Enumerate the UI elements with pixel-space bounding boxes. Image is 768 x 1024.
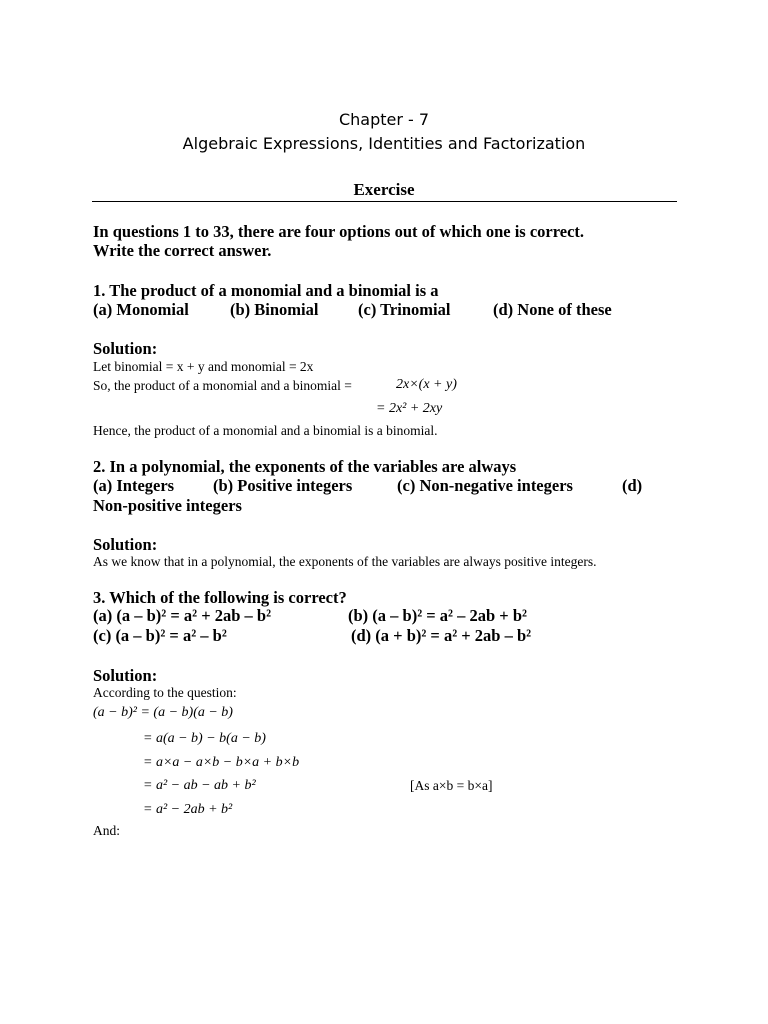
q1-option-d: (d) None of these — [493, 300, 612, 319]
q1-solution-line-2: So, the product of a monomial and a binomial = — [93, 378, 352, 393]
q3-question: 3. Which of the following is correct? — [93, 588, 347, 607]
q2-question: 2. In a polynomial, the exponents of the variables are always — [93, 457, 517, 476]
intro-line-2: Write the correct answer. — [93, 241, 272, 260]
q3-step-3: = a×a − a×b − b×a + b×b — [143, 755, 300, 770]
q1-option-c: (c) Trinomial — [358, 300, 451, 319]
q2-option-b: (b) Positive integers — [213, 476, 353, 495]
divider — [92, 201, 677, 202]
q2-solution-line: As we know that in a polynomial, the exponents of the variables are always positive integers. — [93, 554, 597, 569]
q3-step-2: = a(a − b) − b(a − b) — [143, 731, 266, 746]
q2-option-d-text: Non-positive integers — [93, 496, 242, 515]
q1-product-result: = 2x² + 2xy — [376, 401, 443, 416]
q2-option-c: (c) Non-negative integers — [397, 476, 573, 495]
q1-solution-conclusion: Hence, the product of a monomial and a binomial is a binomial. — [93, 423, 438, 438]
q3-step-4: = a² − ab − ab + b² — [143, 778, 256, 793]
chapter-heading: Chapter - 7 — [338, 110, 430, 129]
exercise-heading: Exercise — [353, 180, 415, 199]
q3-and-label: And: — [93, 823, 120, 838]
q1-option-a: (a) Monomial — [93, 300, 189, 319]
chapter-title: Algebraic Expressions, Identities and Factorization — [182, 134, 586, 153]
q3-solution-intro: According to the question: — [93, 685, 237, 700]
q3-solution-label: Solution: — [93, 666, 158, 685]
q1-solution-line-1: Let binomial = x + y and monomial = 2x — [93, 359, 314, 374]
q2-solution-label: Solution: — [93, 535, 158, 554]
q3-option-a: (a) (a – b)² = a² + 2ab – b² — [93, 606, 272, 625]
q1-product-expression: 2x×(x + y) — [396, 377, 457, 392]
q2-option-d: (d) — [622, 476, 643, 495]
intro-line-1: In questions 1 to 33, there are four options out of which one is correct. — [93, 222, 585, 241]
q3-option-d: (d) (a + b)² = a² + 2ab – b² — [351, 626, 532, 645]
q1-option-b: (b) Binomial — [230, 300, 319, 319]
q3-option-c: (c) (a – b)² = a² – b² — [93, 626, 227, 645]
q3-option-b: (b) (a – b)² = a² – 2ab + b² — [348, 606, 527, 625]
q3-step-1: (a − b)² = (a − b)(a − b) — [93, 705, 233, 720]
q3-step-5: = a² − 2ab + b² — [143, 802, 233, 817]
q1-question: 1. The product of a monomial and a binomial is a — [93, 281, 439, 300]
q1-solution-label: Solution: — [93, 339, 158, 358]
q3-step-note: [As a×b = b×a] — [410, 778, 493, 793]
q2-option-a: (a) Integers — [93, 476, 175, 495]
